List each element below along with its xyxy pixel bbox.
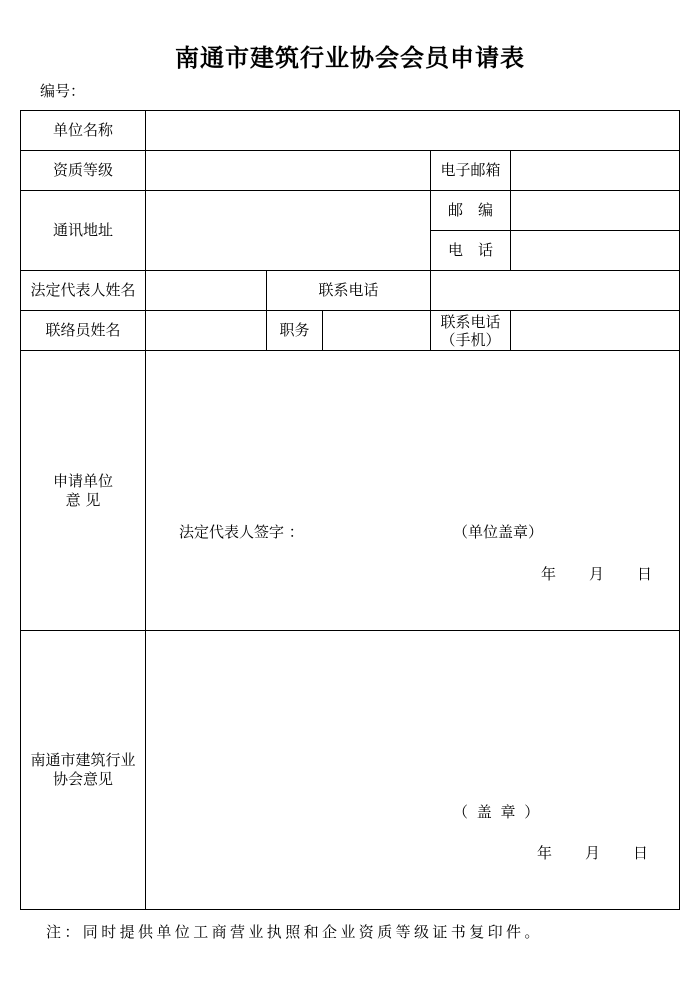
postcode-field[interactable] [511, 191, 679, 230]
mobile-field[interactable] [511, 311, 679, 350]
unit-seal-label: （单位盖章） [453, 523, 544, 541]
applicant-day-label: 日 [637, 565, 653, 583]
signature-label: 法定代表人签字 ： [179, 523, 304, 541]
association-opinion-label: 南通市建筑行业 协会意见 [30, 751, 136, 788]
phone-field[interactable] [511, 231, 679, 270]
position-label: 职务 [279, 321, 310, 339]
postcode-label: 邮 编 [447, 201, 493, 219]
position-field[interactable] [323, 311, 430, 350]
phone-label: 电 话 [447, 241, 493, 259]
association-month-label: 月 [585, 844, 601, 862]
applicant-month-label: 月 [589, 565, 605, 583]
address-label: 通讯地址 [52, 221, 113, 239]
applicant-year-label: 年 [541, 565, 557, 583]
contact-phone-label: 联系电话 [318, 281, 379, 299]
legal-rep-field[interactable] [146, 271, 266, 310]
association-opinion-area[interactable] [146, 631, 679, 909]
applicant-opinion-label: 申请单位 意 见 [52, 471, 113, 509]
liaison-name-label: 联络员姓名 [45, 321, 121, 339]
applicant-opinion-area[interactable] [146, 351, 679, 630]
serial-number-label: 编号： [40, 82, 86, 100]
qualification-field[interactable] [146, 151, 430, 190]
unit-name-field[interactable] [146, 111, 679, 150]
legal-rep-label: 法定代表人姓名 [30, 281, 136, 299]
contact-phone-field[interactable] [431, 271, 679, 310]
association-seal-label: （ 盖 章 ） [453, 803, 542, 821]
address-field[interactable] [146, 191, 430, 270]
footnote: 注：同时提供单位工商营业执照和企业资质等级证书复印件。 [46, 923, 543, 941]
mobile-label: 联系电话 （手机） [440, 312, 501, 349]
email-label: 电子邮箱 [440, 161, 501, 179]
liaison-name-field[interactable] [146, 311, 266, 350]
email-field[interactable] [511, 151, 679, 190]
qualification-label: 资质等级 [52, 161, 113, 179]
unit-name-label: 单位名称 [52, 121, 113, 139]
association-day-label: 日 [633, 844, 649, 862]
association-year-label: 年 [537, 844, 553, 862]
form-title: 南通市建筑行业协会会员申请表 [175, 43, 525, 72]
application-form-table [20, 110, 680, 910]
